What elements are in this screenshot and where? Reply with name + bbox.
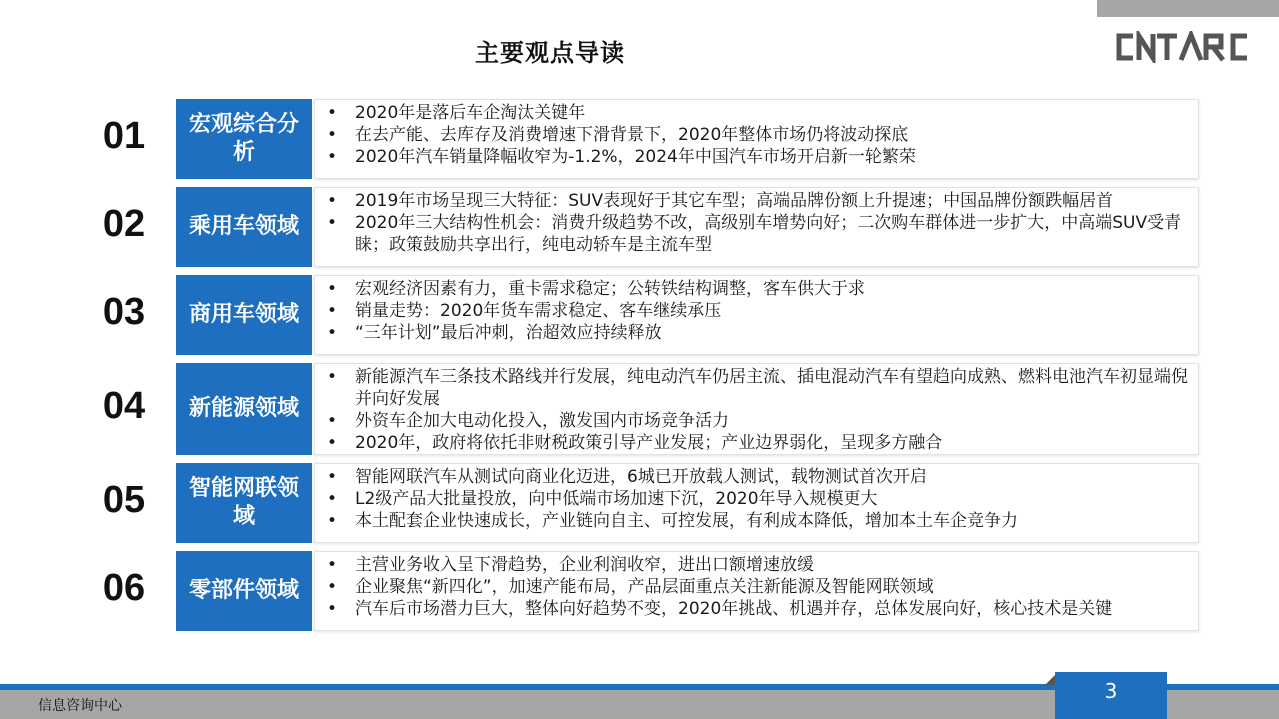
topic-number: 05 [102, 479, 146, 521]
topic-content-box [314, 99, 1199, 179]
bullet-item: • 新能源汽车三条技术路线并行发展，纯电动汽车仍居主流、插电混动汽车有望趋向成熟、燃料电池汽车初显端倪并向好发展 [325, 366, 1190, 410]
bullet-item: • 2020年是落后车企淘汰关键年 [325, 102, 1190, 124]
topic-label: 零部件领域 [176, 551, 312, 631]
catarc-logo [1113, 31, 1253, 63]
bullet-item: • 在去产能、去库存及消费增速下滑背景下，2020年整体市场仍将波动探底 [325, 124, 1190, 146]
topic-content-box [314, 187, 1199, 267]
bullet-list [325, 102, 1190, 168]
topic-number: 02 [102, 203, 146, 245]
topic-label: 新能源领域 [176, 363, 312, 455]
topic-number: 04 [102, 385, 146, 427]
bullet-item: • 销量走势：2020年货车需求稳定、客车继续承压 [325, 300, 1190, 322]
topic-row [100, 99, 1199, 179]
bullet-list [325, 278, 1190, 344]
bullet-item: • 2019年市场呈现三大特征：SUV表现好于其它车型；高端品牌份额上升提速；中国品牌份额跌幅居首 [325, 190, 1190, 212]
page-tab-notch [1045, 675, 1055, 685]
topic-row [100, 363, 1199, 455]
topic-label: 宏观综合分析 [176, 99, 312, 179]
topic-row [100, 275, 1199, 355]
topic-label: 乘用车领域 [176, 187, 312, 267]
topic-label: 商用车领域 [176, 275, 312, 355]
topic-row [100, 551, 1199, 631]
bullet-item: • 主营业务收入呈下滑趋势，企业利润收窄，进出口额增速放缓 [325, 554, 1190, 576]
bullet-item: • 2020年，政府将依托非财税政策引导产业发展；产业边界弱化，呈现多方融合 [325, 432, 1190, 454]
footer-department: 信息咨询中心 [38, 698, 122, 714]
bullet-item: • 汽车后市场潜力巨大，整体向好趋势不变，2020年挑战、机遇并存，总体发展向好，核心技术是关键 [325, 598, 1190, 620]
bullet-item: • L2级产品大批量投放，向中低端市场加速下沉，2020年导入规模更大 [325, 488, 1190, 510]
topic-content-box [314, 363, 1199, 455]
bullet-item: • 外资车企加大电动化投入，激发国内市场竞争活力 [325, 410, 1190, 432]
topic-number: 01 [102, 115, 146, 157]
bullet-item: • 智能网联汽车从测试向商业化迈进，6城已开放载人测试，载物测试首次开启 [325, 466, 1190, 488]
page-title: 主要观点导读 [475, 39, 625, 67]
bullet-item: • 宏观经济因素有力，重卡需求稳定；公转铁结构调整，客车供大于求 [325, 278, 1190, 300]
topic-content-box [314, 551, 1199, 631]
topic-content-box [314, 275, 1199, 355]
page-number: 3 [1104, 679, 1118, 703]
bullet-item: • “三年计划”最后冲刺，治超效应持续释放 [325, 322, 1190, 344]
topic-number: 06 [102, 567, 146, 609]
bullet-item: • 企业聚焦“新四化”，加速产能布局，产品层面重点关注新能源及智能网联领域 [325, 576, 1190, 598]
bullet-list [325, 466, 1190, 532]
bullet-item: • 2020年汽车销量降幅收窄为-1.2%，2024年中国汽车市场开启新一轮繁荣 [325, 146, 1190, 168]
topic-label: 智能网联领域 [176, 463, 312, 543]
bullet-list [325, 554, 1190, 620]
topic-number: 03 [102, 291, 146, 333]
topic-row [100, 463, 1199, 543]
bullet-list [325, 190, 1190, 256]
bullet-item: • 本土配套企业快速成长，产业链向自主、可控发展，有利成本降低，增加本土车企竞争力 [325, 510, 1190, 532]
topic-row [100, 187, 1199, 267]
bullet-item: • 2020年三大结构性机会：消费升级趋势不改，高级别车增势向好；二次购车群体进一步扩大，中高端SUV受青睐；政策鼓励共享出行，纯电动轿车是主流车型 [325, 212, 1190, 256]
bullet-list [325, 366, 1190, 454]
topic-content-box [314, 463, 1199, 543]
top-decoration-bar [1097, 0, 1279, 17]
